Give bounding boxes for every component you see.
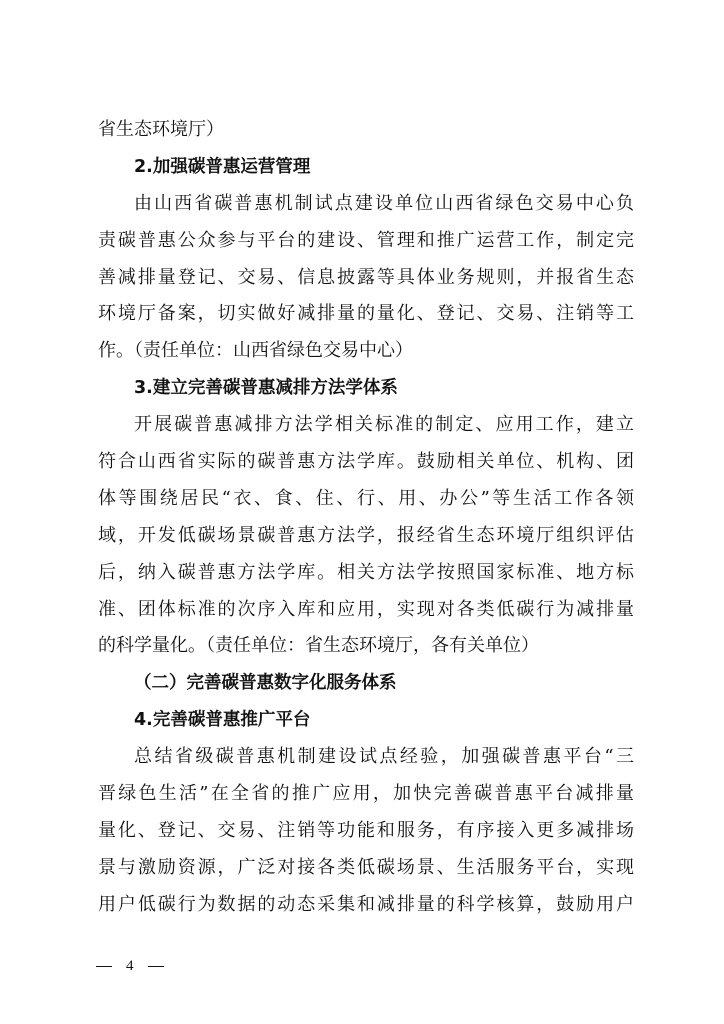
text-line: 景与激励资源，广泛对接各类低碳场景、生活服务平台，实现 (98, 856, 634, 878)
text-line: 符合山西省实际的碳普惠方法学库。鼓励相关单位、机构、团 (98, 451, 634, 473)
section-heading: 4.完善碳普惠推广平台 (134, 710, 311, 731)
text-line: 后，纳入碳普惠方法学库。相关方法学按照国家标准、地方标 (98, 561, 634, 583)
dash-left (96, 966, 112, 967)
text-line: 由山西省碳普惠机制试点建设单位山西省绿色交易中心负 (134, 192, 634, 214)
text-line: 省生态环境厅） (98, 119, 224, 140)
text-line: 作。（责任单位：山西省绿色交易中心） (98, 340, 413, 362)
text-line: 开展碳普惠减排方法学相关标准的制定、应用工作，建立 (134, 414, 634, 436)
text-line: 量化、登记、交易、注销等功能和服务，有序接入更多减排场 (98, 819, 634, 841)
section-heading: 2.加强碳普惠运营管理 (134, 156, 311, 177)
section-heading: （二）完善碳普惠数字化服务体系 (134, 673, 397, 694)
page-number: 4 (126, 958, 134, 974)
text-line: 域，开发低碳场景碳普惠方法学，报经省生态环境厅组织评估 (98, 524, 634, 546)
text-line: 晋绿色生活”在全省的推广应用，加快完善碳普惠平台减排量 (98, 783, 634, 805)
section-heading: 3.建立完善碳普惠减排方法学体系 (134, 378, 398, 399)
text-line: 善减排量登记、交易、信息披露等具体业务规则，并报省生态 (98, 266, 634, 288)
text-line: 责碳普惠公众参与平台的建设、管理和推广运营工作，制定完 (98, 229, 634, 251)
page-footer (96, 955, 164, 976)
text-line: 的科学量化。（责任单位：省生态环境厅，各有关单位） (98, 635, 539, 657)
text-line: 环境厅备案，切实做好减排量的量化、登记、交易、注销等工 (98, 303, 634, 325)
text-line: 总结省级碳普惠机制建设试点经验，加强碳普惠平台“三 (134, 746, 634, 768)
dash-right (148, 966, 164, 967)
text-line: 体等围绕居民“衣、食、住、行、用、办公”等生活工作各领 (98, 487, 634, 509)
text-line: 准、团体标准的次序入库和应用，实现对各类低碳行为减排量 (98, 598, 634, 620)
text-line: 用户低碳行为数据的动态采集和减排量的科学核算，鼓励用户 (98, 893, 634, 915)
body-text (98, 112, 634, 924)
